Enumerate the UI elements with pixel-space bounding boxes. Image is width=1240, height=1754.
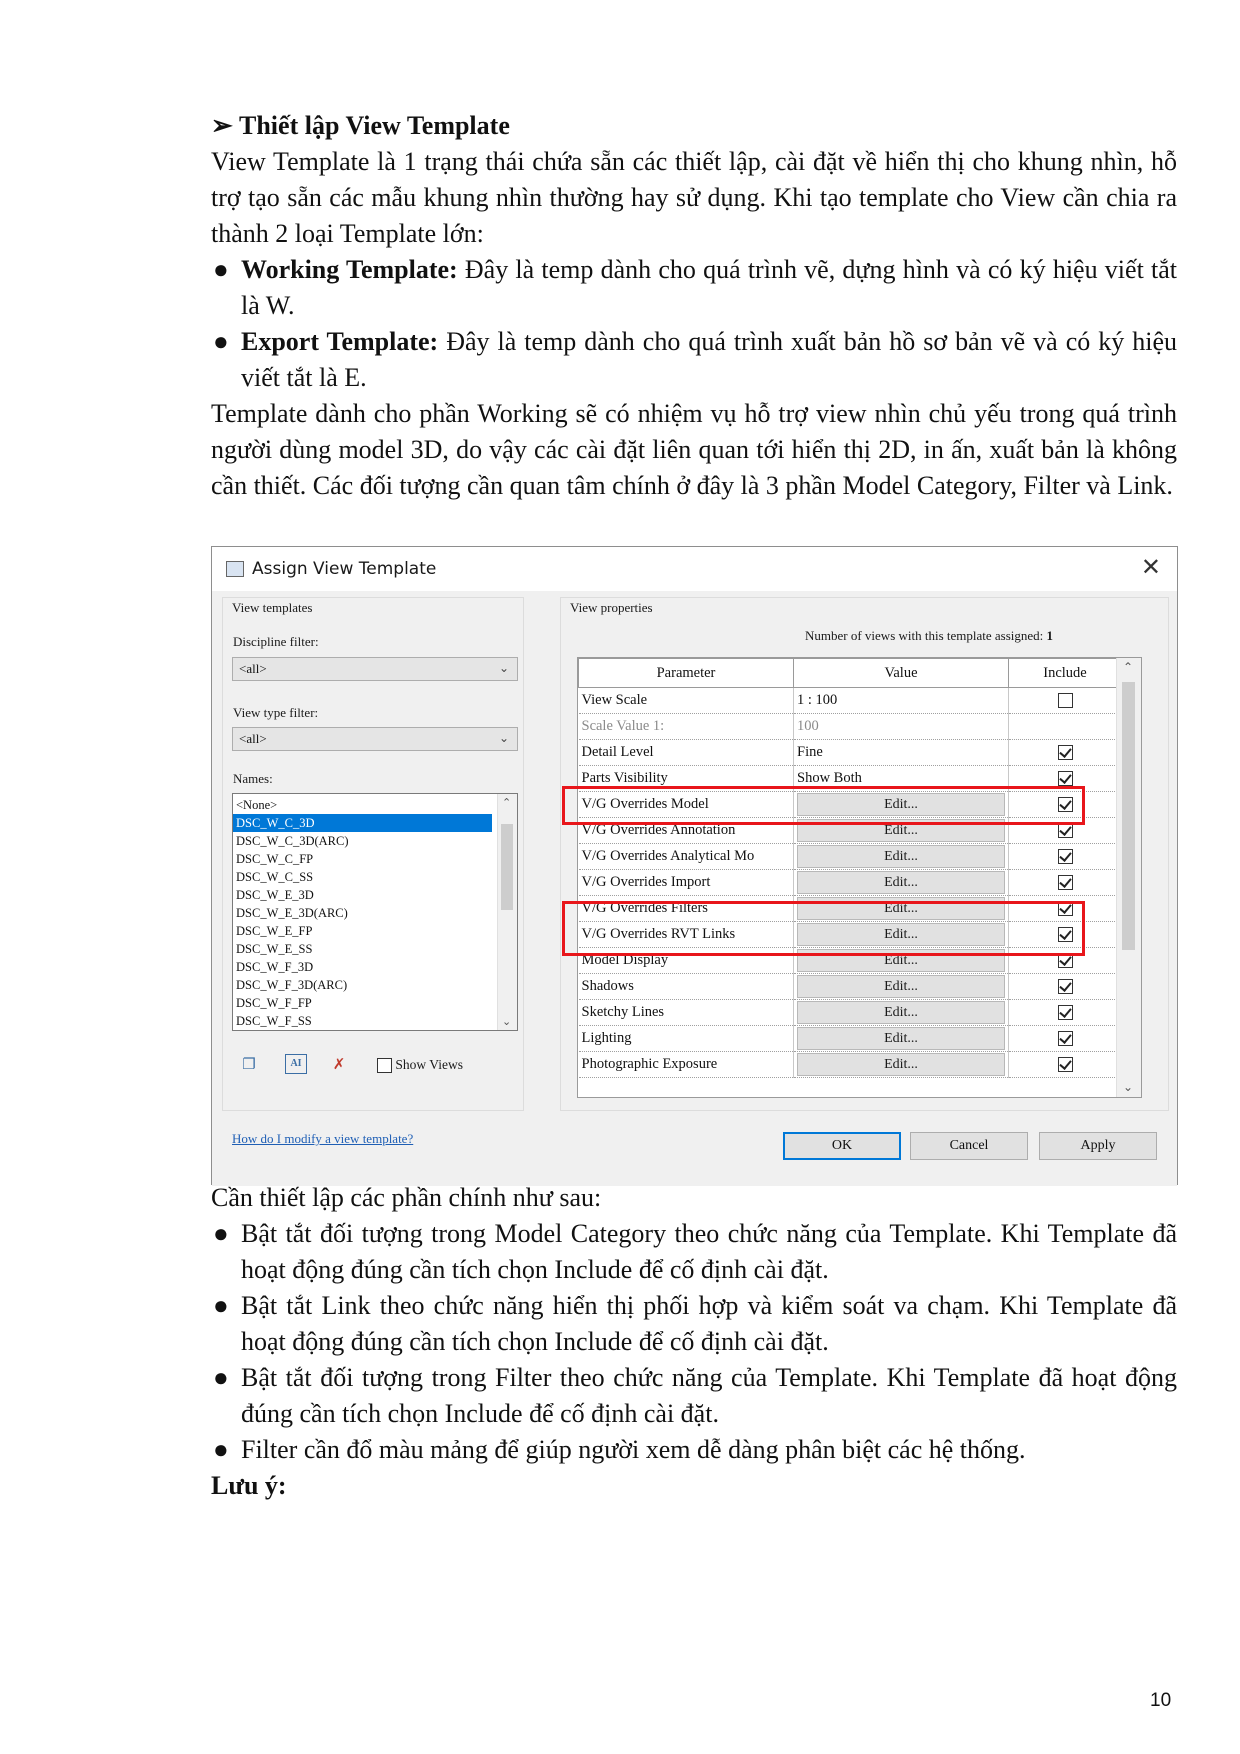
setup-bullet-text: Bật tắt Link theo chức năng hiển thị phối hợp và kiểm soát va chạm. Khi Template đã hoạt động đúng cần tích chọn Include để cố định cài đặt. [241,1291,1177,1356]
list-item[interactable]: <None> [236,798,278,812]
list-item[interactable]: DSC_W_C_SS [236,870,314,884]
value-cell [794,870,1009,896]
chevron-down-icon: ⌄ [498,731,509,745]
table-row [579,688,1122,714]
table-row [579,870,1122,896]
include-cell [1009,974,1122,1000]
include-cell [1009,844,1122,870]
scroll-up-icon[interactable]: ⌃ [502,797,512,809]
list-item[interactable]: DSC_W_F_3D [236,960,314,974]
names-label: Names: [233,771,273,786]
view-type-filter-value: <all> [239,731,267,746]
header-value: Value [794,659,1009,688]
edit-button[interactable]: Edit... [797,871,1005,894]
include-checkbox[interactable] [1058,979,1073,994]
parameter-cell: Parts Visibility [579,766,794,792]
list-item[interactable]: DSC_W_C_FP [236,852,314,866]
highlight-vg-overrides-model [562,786,1085,825]
setup-bullet-text: Bật tắt đối tượng trong Filter theo chức năng của Template. Khi Template đã hoạt động đúng cần tích chọn Include để cố định cài đặt. [241,1363,1177,1428]
include-cell [1009,714,1122,740]
intro-paragraph: View Template là 1 trạng thái chứa sẵn các thiết lập, cài đặt về hiển thị cho khung nhìn, hỗ trợ tạo sẵn các mẫu khung nhìn thường hay sử dụng. Khi tạo template cho View cần chia ra thành 2 loại Template lớn: [211,147,1177,248]
arrow-bullet-icon: ➢ [211,111,233,140]
include-cell [1009,1026,1122,1052]
include-checkbox[interactable] [1058,771,1073,786]
properties-grid [577,657,1142,1098]
properties-table [578,658,1122,1078]
include-checkbox[interactable] [1058,693,1073,708]
views-count-row [805,628,1053,644]
view-type-filter-label: View type filter: [233,705,319,720]
document-bottom [211,1180,1177,1504]
value-cell [794,974,1009,1000]
view-type-filter-select[interactable] [232,727,518,751]
parameter-cell: V/G Overrides Import [579,870,794,896]
include-checkbox[interactable] [1058,1005,1073,1020]
header-include: Include [1009,659,1122,688]
bullet-text: Đây là temp dành cho quá trình vẽ, dựng hình và có ký hiệu viết tắt là W. [241,255,1177,320]
include-checkbox[interactable] [1058,1031,1073,1046]
view-templates-label: View templates [232,600,313,615]
names-scrollbar[interactable] [497,794,517,1030]
setup-bullet-text: Bật tắt đối tượng trong Model Category theo chức năng của Template. Khi Template đã hoạt động đúng cần tích chọn Include để cố định cài đặt. [241,1219,1177,1284]
views-count-label: Number of views with this template assigned: [805,628,1044,643]
parameter-cell: V/G Overrides RVT Links [579,922,794,948]
bullet-dot-icon: ● [213,255,229,284]
chevron-down-icon: ⌄ [498,661,509,675]
parameter-cell: Shadows [579,974,794,1000]
edit-button[interactable]: Edit... [797,949,1005,972]
parameter-cell: Model Display [579,948,794,974]
table-row [579,974,1122,1000]
bullet-term: Export Template: [241,327,439,356]
table-header [579,659,1122,688]
discipline-filter-select[interactable] [232,657,518,681]
section-title: Thiết lập View Template [239,111,510,140]
list-item[interactable]: DSC_W_F_3D(ARC) [236,978,348,992]
setup-intro: Cần thiết lập các phần chính như sau: [211,1183,602,1212]
include-checkbox[interactable] [1058,823,1073,838]
views-count-value: 1 [1046,628,1054,643]
list-item[interactable]: DSC_W_F_SS [236,1014,312,1028]
parameter-cell: Detail Level [579,740,794,766]
table-row [579,740,1122,766]
edit-button[interactable]: Edit... [797,793,1005,816]
parameter-cell: V/G Overrides Analytical Mo [579,844,794,870]
close-icon[interactable]: ✕ [1140,553,1161,581]
value-cell[interactable]: Fine [794,740,1009,766]
list-item[interactable]: DSC_W_E_SS [236,942,313,956]
value-cell [794,844,1009,870]
document-top [211,108,1177,504]
bullet-dot-icon: ● [213,327,229,356]
rename-icon[interactable]: AI [285,1054,307,1074]
setup-bullet [211,1432,1177,1468]
parameter-cell: V/G Overrides Filters [579,896,794,922]
scroll-thumb[interactable] [1122,682,1135,950]
edit-button[interactable]: Edit... [797,1053,1005,1076]
setup-bullet [211,1360,1177,1432]
scroll-down-icon[interactable]: ⌄ [1123,1080,1134,1094]
delete-icon[interactable]: ✗ [332,1057,346,1073]
page-number: 10 [1150,1690,1172,1711]
setup-bullet-text: Filter cần đổ màu mảng để giúp người xem dễ dàng phân biệt các hệ thống. [241,1435,1026,1464]
properties-scrollbar[interactable] [1116,658,1141,1097]
list-item[interactable]: DSC_W_E_FP [236,924,313,938]
include-cell [1009,1000,1122,1026]
table-row [579,714,1122,740]
edit-button[interactable]: Edit... [797,897,1005,920]
setup-bullet [211,1288,1177,1360]
note-label: Lưu ý: [211,1471,287,1500]
setup-bullet [211,1216,1177,1288]
parameter-cell: Lighting [579,1026,794,1052]
parameter-cell: Sketchy Lines [579,1000,794,1026]
edit-button[interactable]: Edit... [797,819,1005,842]
edit-button[interactable]: Edit... [797,923,1005,946]
parameter-cell: V/G Overrides Annotation [579,818,794,844]
parameter-cell: V/G Overrides Model [579,792,794,818]
include-cell [1009,688,1122,714]
bullet-text: Đây là temp dành cho quá trình xuất bản hồ sơ bản vẽ và có ký hiệu viết tắt là E. [241,327,1177,392]
discipline-filter-label: Discipline filter: [233,634,319,649]
scroll-up-icon[interactable]: ⌃ [1123,660,1134,674]
parameter-cell: Photographic Exposure [579,1052,794,1078]
parameter-cell: View Scale [579,688,794,714]
value-cell[interactable]: 1 : 100 [794,688,1009,714]
bullet-dot-icon: ● [213,1435,229,1464]
edit-button[interactable]: Edit... [797,1001,1005,1024]
bullet-term: Working Template: [241,255,458,284]
show-views-box[interactable] [377,1058,392,1073]
scroll-down-icon[interactable]: ⌄ [502,1016,512,1028]
bullet-dot-icon: ● [213,1363,229,1392]
dialog-titlebar [212,547,1177,591]
show-views-label: Show Views [395,1057,463,1072]
list-item[interactable]: DSC_W_C_3D [233,814,492,832]
apply-button[interactable]: Apply [1039,1132,1157,1160]
working-paragraph: Template dành cho phần Working sẽ có nhiệm vụ hỗ trợ view nhìn chủ yếu trong quá trình người dùng model 3D, do vậy các cài đặt liên quan tới hiển thị 2D, in ấn, xuất bản là không cần thiết. Các đối tượng cần quan tâm chính ở đây là 3 phần Model Category, Filter và Link. [211,399,1177,500]
bullet-working [211,252,1177,324]
bullet-dot-icon: ● [213,1291,229,1320]
value-cell [794,1000,1009,1026]
include-cell [1009,1052,1122,1078]
value-cell[interactable]: Show Both [794,766,1009,792]
value-cell [794,1026,1009,1052]
table-row [579,1000,1122,1026]
view-properties-label: View properties [570,600,653,615]
header-parameter: Parameter [579,659,794,688]
value-cell[interactable]: 100 [794,714,1009,740]
list-item[interactable]: DSC_W_E_3D(ARC) [236,906,348,920]
value-cell [794,1052,1009,1078]
bullet-export [211,324,1177,396]
table-row [579,844,1122,870]
include-checkbox[interactable] [1058,875,1073,890]
bullet-dot-icon: ● [213,1219,229,1248]
include-cell [1009,740,1122,766]
section-heading [211,108,1177,144]
include-checkbox[interactable] [1058,1057,1073,1072]
include-cell [1009,870,1122,896]
app-icon [226,561,244,577]
scroll-thumb[interactable] [501,824,513,910]
table-row [579,1026,1122,1052]
list-item[interactable]: DSC_W_E_3D [236,888,314,902]
names-listbox[interactable] [232,793,518,1031]
edit-button[interactable]: Edit... [797,845,1005,868]
list-item[interactable]: DSC_W_F_FP [236,996,312,1010]
setup-bullets [211,1216,1177,1468]
highlight-filters-links [562,901,1085,956]
show-views-checkbox[interactable] [377,1057,463,1073]
discipline-filter-value: <all> [239,661,267,676]
cancel-button[interactable]: Cancel [910,1132,1028,1160]
include-checkbox[interactable] [1058,849,1073,864]
duplicate-icon[interactable]: ❐ [242,1057,256,1073]
list-item[interactable]: DSC_W_C_3D(ARC) [236,834,349,848]
edit-button[interactable]: Edit... [797,1027,1005,1050]
table-row [579,1052,1122,1078]
include-checkbox[interactable] [1058,745,1073,760]
edit-button[interactable]: Edit... [797,975,1005,998]
parameter-cell: Scale Value 1: [579,714,794,740]
help-link[interactable]: How do I modify a view template? [232,1131,414,1146]
dialog-title: Assign View Template [252,559,437,579]
ok-button[interactable]: OK [783,1132,901,1160]
